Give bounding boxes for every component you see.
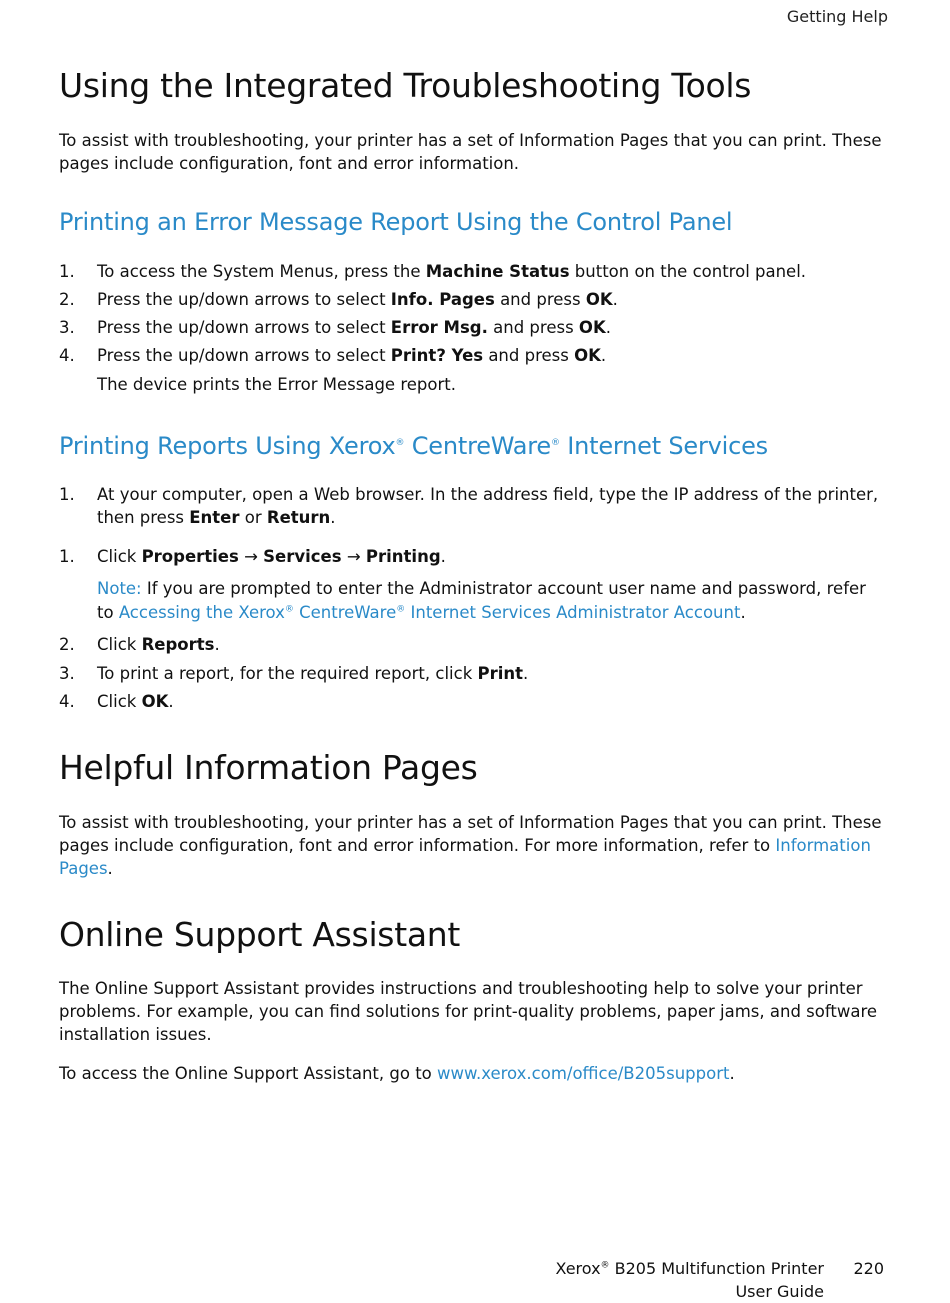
note: Note: If you are prompted to enter the Administrator account user name and password, refer to Accessing the Xerox® CentreWare® Internet Services Administrator Account. (97, 579, 866, 622)
section-title-helpful-info: Helpful Information Pages (59, 748, 478, 787)
subsection-title-error-report: Printing an Error Message Report Using the Control Panel (59, 208, 733, 236)
step-number: 1. (59, 485, 75, 504)
step-number: 3. (59, 318, 75, 337)
step-number: 2. (59, 290, 75, 309)
step-text: Press the up/down arrows to select Error Msg. and press OK. (97, 318, 611, 337)
page-number: 220 (853, 1259, 884, 1278)
step-text: Press the up/down arrows to select Info. Pages and press OK. (97, 290, 618, 309)
step-number: 2. (59, 635, 75, 654)
subsection-title-centreware-reports: Printing Reports Using Xerox® CentreWare® Internet Services (59, 432, 768, 460)
step-number: 4. (59, 346, 75, 365)
step-text: At your computer, open a Web browser. In the address field, type the IP address of the printer, then press Enter or Return. (97, 485, 879, 527)
footer-product: Xerox® B205 Multifunction Printer User Guide (555, 1259, 824, 1301)
step-text: Click Properties → Services → Printing. (97, 547, 446, 566)
note-label: Note: (97, 579, 142, 598)
section-text: To assist with troubleshooting, your printer has a set of Information Pages that you can print. These pages include configuration, font and error information. For more information, refer to Information Pages. (59, 813, 882, 878)
step-number: 3. (59, 664, 75, 683)
section-intro: To assist with troubleshooting, your printer has a set of Information Pages that you can print. These pages include configuration, font and error information. (59, 131, 882, 173)
arrow-icon: → (238, 547, 264, 566)
step-text: Press the up/down arrows to select Print? Yes and press OK. (97, 346, 607, 365)
arrow-icon: → (341, 547, 366, 566)
information-pages-link[interactable]: Information Pages (59, 836, 871, 878)
support-url-link[interactable]: www.xerox.com/office/B205support (437, 1064, 730, 1083)
section-text: The Online Support Assistant provides instructions and troubleshooting help to solve your printer problems. For example, you can find solutions for print-quality problems, paper jams, and software installation issues. (59, 979, 878, 1044)
step-number: 1. (59, 262, 75, 281)
step-text: Click OK. (97, 692, 174, 711)
step-number: 4. (59, 692, 75, 711)
section-title-online-support: Online Support Assistant (59, 915, 461, 954)
step-result: The device prints the Error Message report. (97, 375, 456, 394)
step-text: Click Reports. (97, 635, 220, 654)
step-number: 1. (59, 547, 75, 566)
running-header: Getting Help (786, 7, 888, 26)
step-text: To print a report, for the required report, click Print. (97, 664, 529, 683)
section-text: To access the Online Support Assistant, go to www.xerox.com/office/B205support. (59, 1064, 735, 1083)
admin-account-link[interactable]: Accessing the Xerox® CentreWare® Internet Services Administrator Account (118, 603, 741, 622)
section-title-troubleshooting-tools: Using the Integrated Troubleshooting Tools (59, 66, 752, 105)
step-text: To access the System Menus, press the Machine Status button on the control panel. (97, 262, 807, 281)
